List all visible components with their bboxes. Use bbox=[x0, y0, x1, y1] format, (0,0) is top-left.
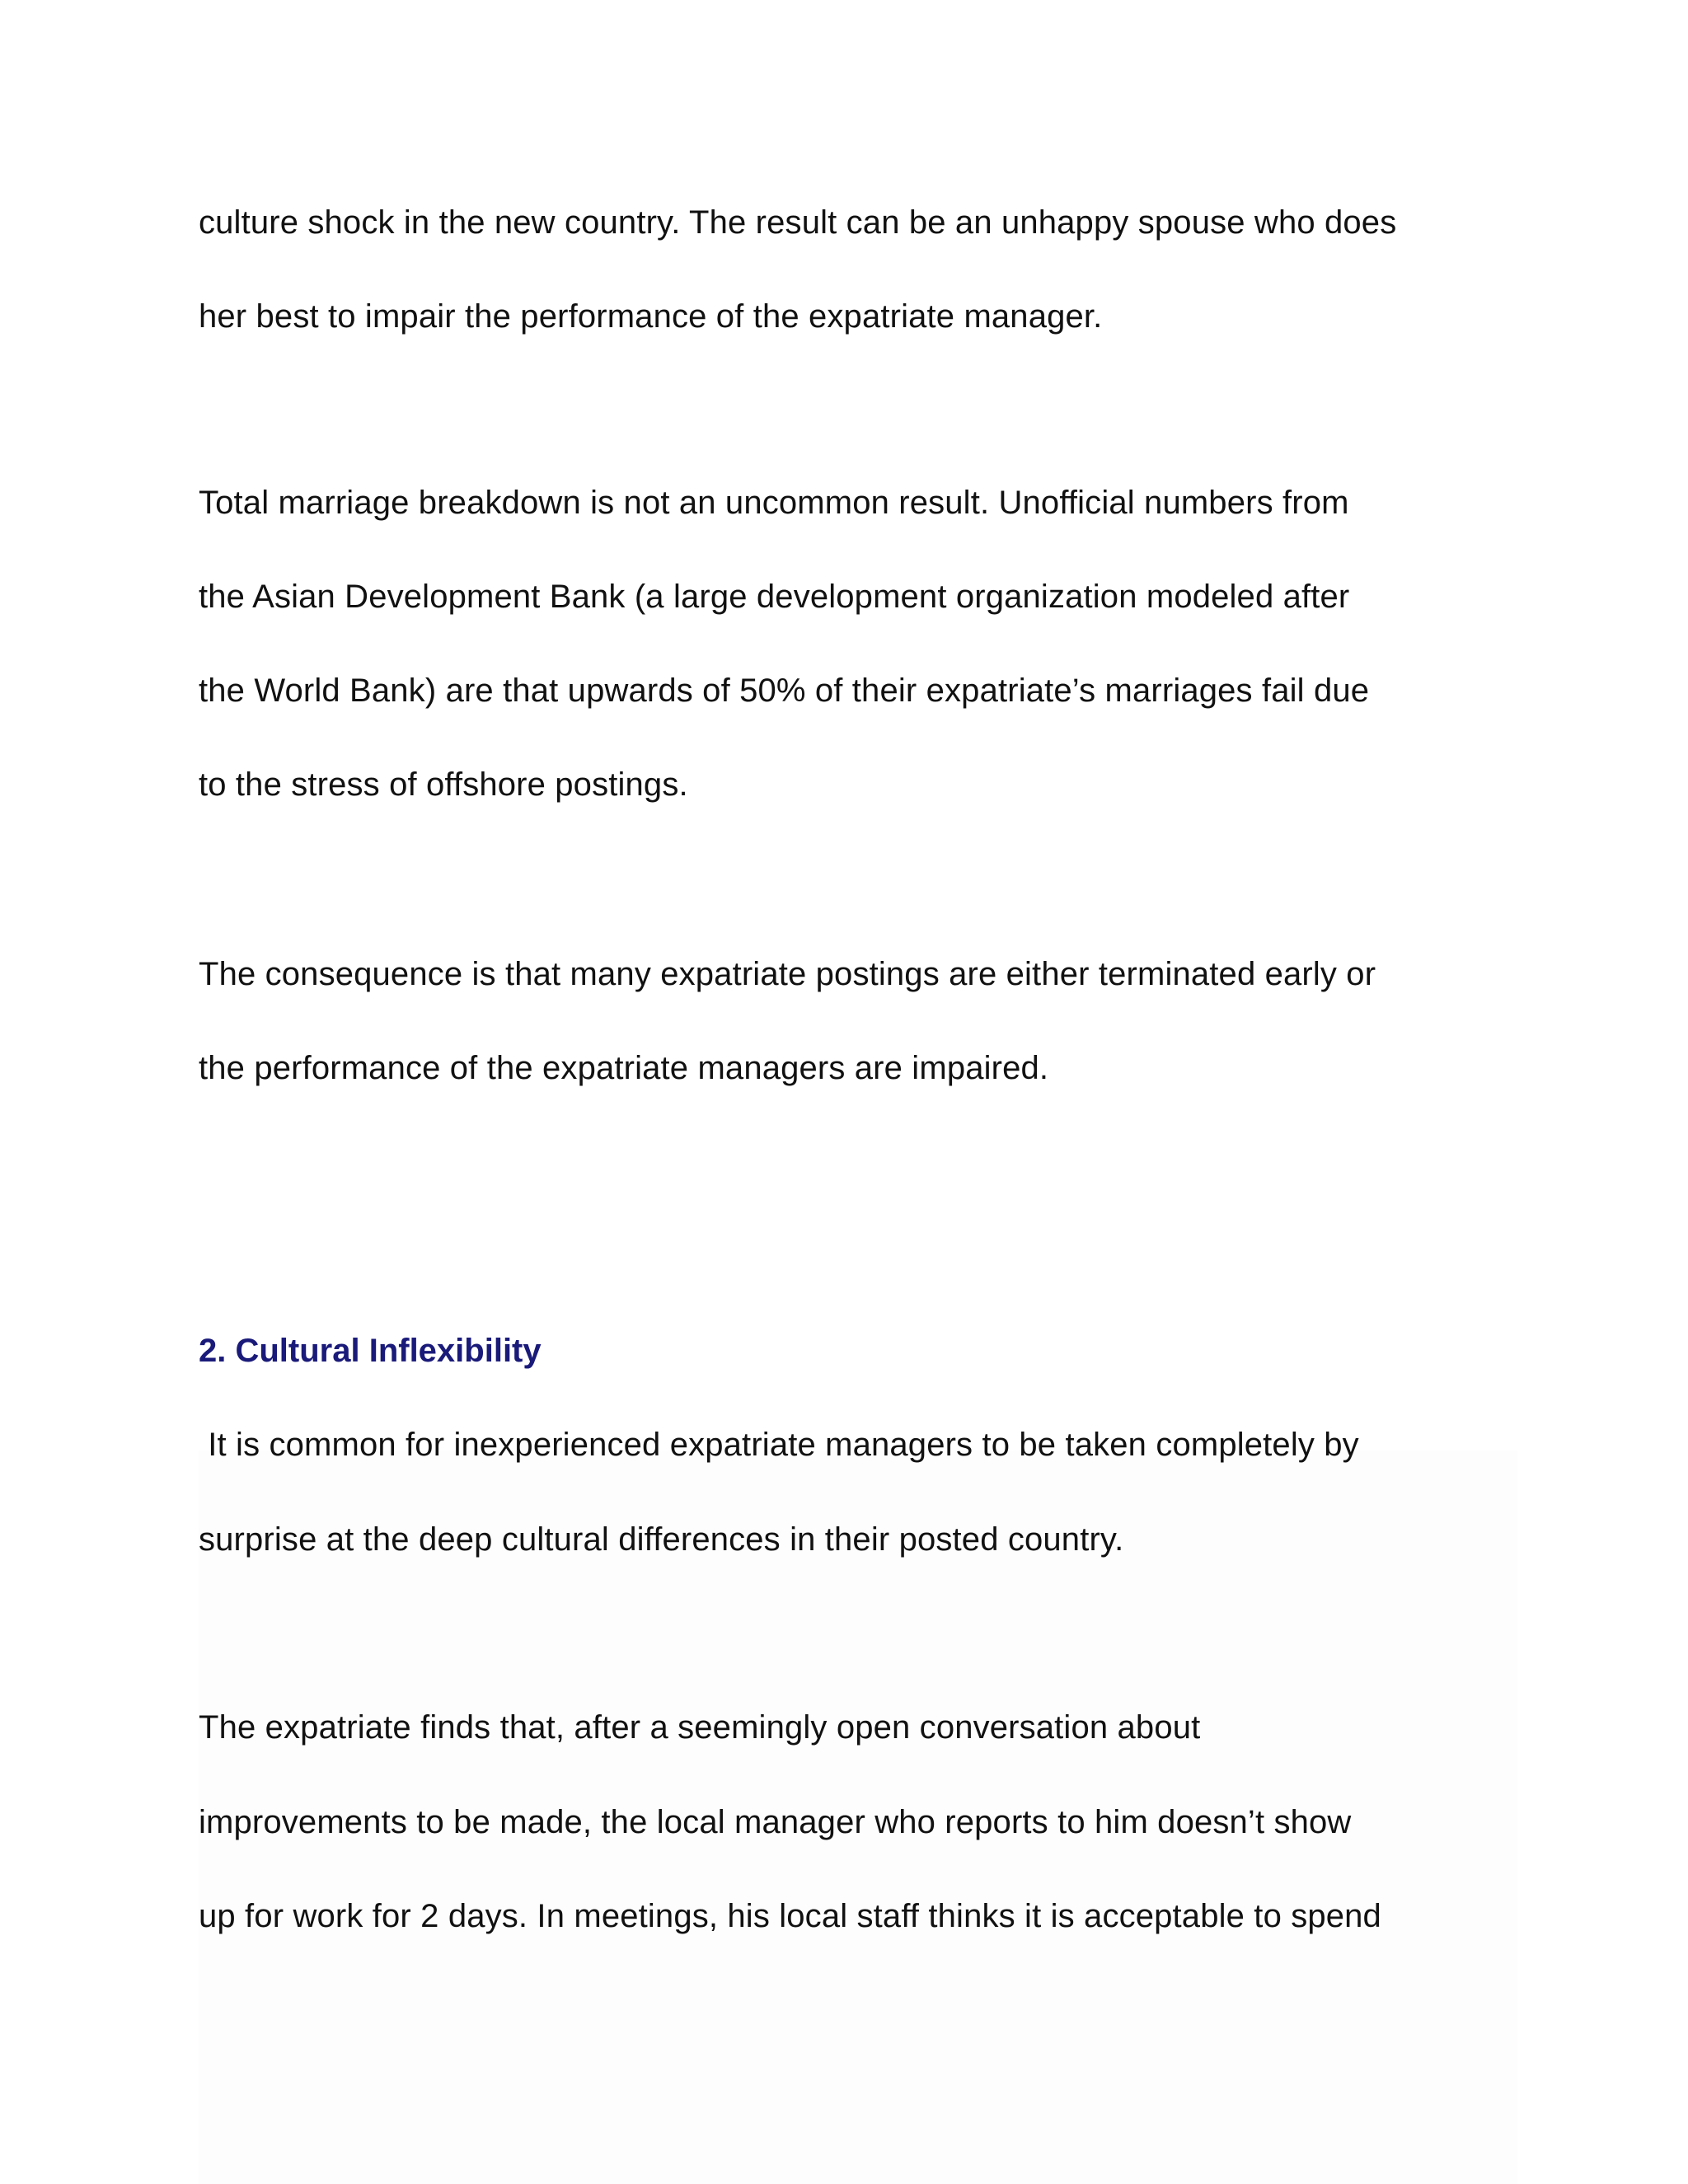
section-heading: 2. Cultural Inflexibility bbox=[199, 1333, 542, 1369]
section-paragraph-1-line-2: surprise at the deep cultural differences in their posted country. bbox=[199, 1521, 1124, 1558]
paragraph-3-line-2: the performance of the expatriate managers are impaired. bbox=[199, 1050, 1049, 1086]
paragraph-2-line-3: the World Bank) are that upwards of 50% of their expatriate’s marriages fail due bbox=[199, 673, 1370, 709]
paragraph-1-line-1: culture shock in the new country. The result can be an unhappy spouse who does bbox=[199, 204, 1397, 241]
paragraph-3-line-1: The consequence is that many expatriate postings are either terminated early or bbox=[199, 956, 1376, 992]
paragraph-2-line-1: Total marriage breakdown is not an uncommon result. Unofficial numbers from bbox=[199, 485, 1349, 521]
section-paragraph-1-line-1: It is common for inexperienced expatriate managers to be taken completely by bbox=[199, 1427, 1359, 1463]
section-paragraph-2-line-3: up for work for 2 days. In meetings, his local staff thinks it is acceptable to spend bbox=[199, 1898, 1381, 1934]
paragraph-1-line-2: her best to impair the performance of the expatriate manager. bbox=[199, 298, 1103, 335]
paragraph-2-line-4: to the stress of offshore postings. bbox=[199, 766, 688, 803]
paragraph-2-line-2: the Asian Development Bank (a large development organization modeled after bbox=[199, 579, 1350, 615]
section-paragraph-2-line-2: improvements to be made, the local manager who reports to him doesn’t show bbox=[199, 1804, 1352, 1840]
section-paragraph-2-line-1: The expatriate finds that, after a seemingly open conversation about bbox=[199, 1709, 1201, 1746]
